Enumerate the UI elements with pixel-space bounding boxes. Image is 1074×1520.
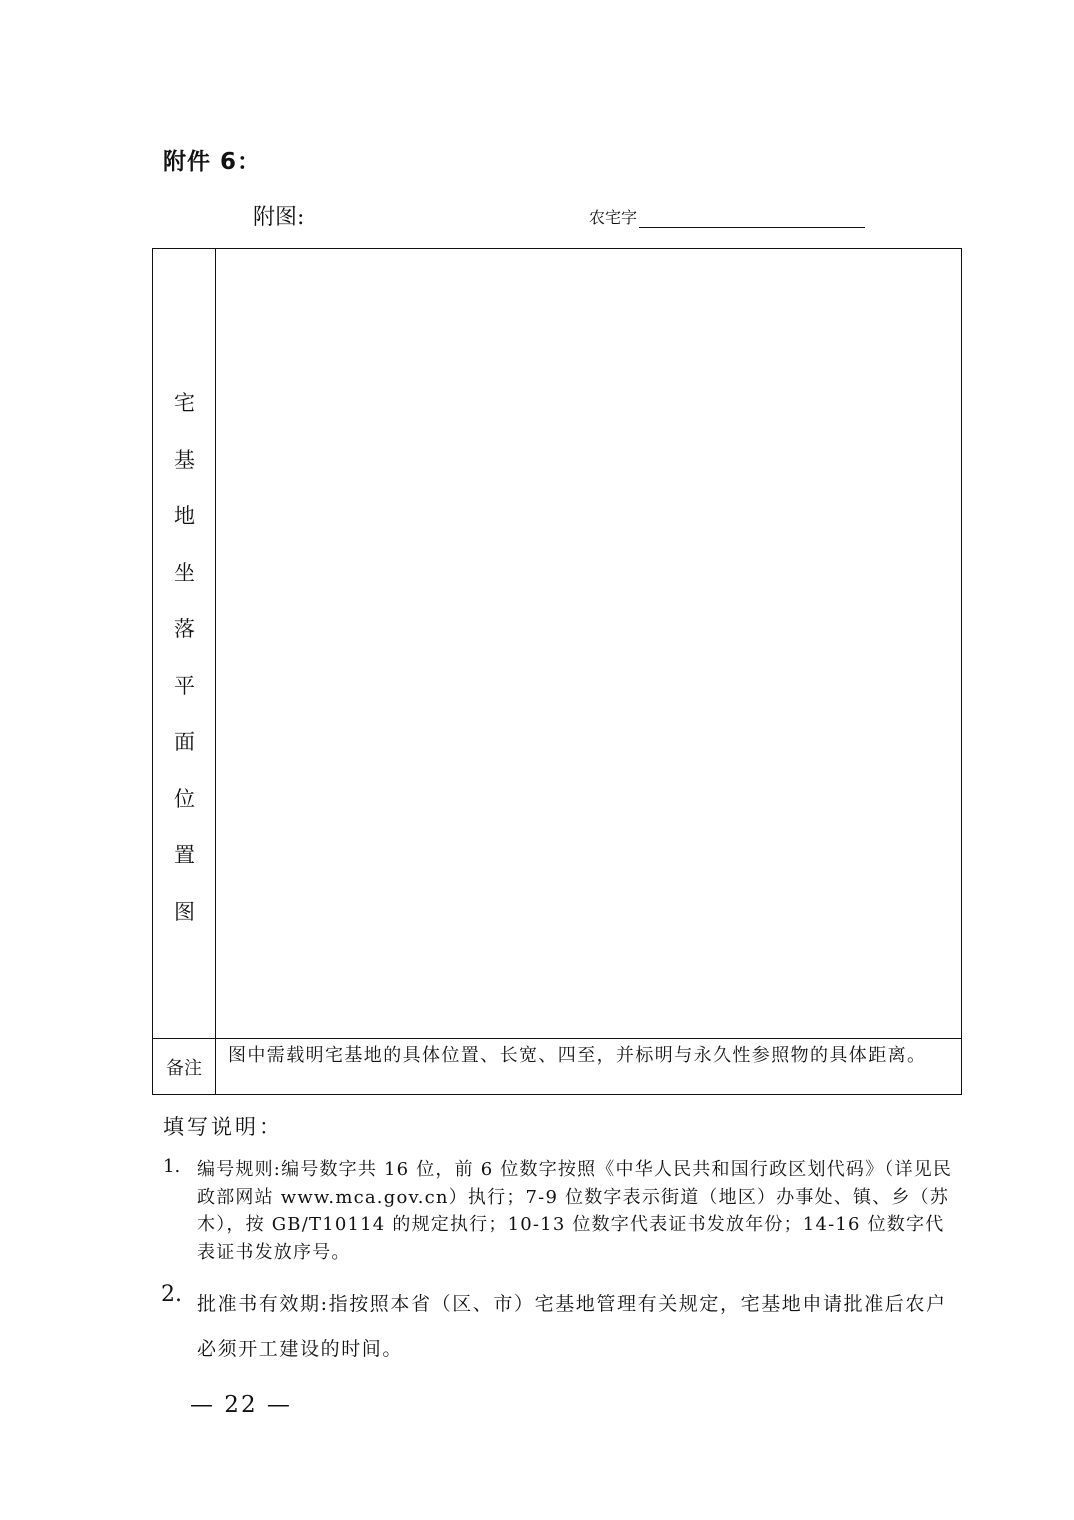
doc-number-blank[interactable] [639, 209, 865, 228]
vertical-title-char: 置 [174, 843, 195, 867]
notes-row [153, 1038, 961, 1094]
site-plan-table [152, 248, 962, 1095]
instruction-number: 1. [163, 1156, 181, 1177]
notes-label: 备注 [153, 1039, 216, 1094]
instructions-heading: 填写说明： [163, 1115, 283, 1139]
instruction-text: 批准书有效期:指按照本省（区、市）宅基地管理有关规定，宅基地申请批准后农户必须开工建设的时间。 [197, 1293, 947, 1360]
attachment-title: 附件 6： [163, 149, 262, 175]
vertical-title-char: 落 [174, 617, 195, 641]
vertical-title-char: 图 [174, 899, 195, 924]
site-plan-vertical-title [153, 375, 216, 940]
vertical-title-char: 地 [174, 504, 195, 528]
site-plan-title-column [153, 249, 216, 1038]
page-number: — 22 — [190, 1392, 292, 1418]
figure-label: 附图: [253, 205, 305, 230]
instruction-text: 编号规则:编号数字共 16 位，前 6 位数字按照《中华人民共和国行政区划代码》（详见民政部网站 www.mca.gov.cn）执行；7-9 位数字表示街道（地区）办事处、镇、乡（苏木），按 GB/T10114 的规定执行；10-13 位数字代表证书发放年份；14-16 位数字代表证书发放序号。 [197, 1159, 953, 1263]
vertical-title-char: 坐 [174, 560, 195, 585]
vertical-title-char: 平 [174, 673, 195, 698]
vertical-title-char: 面 [174, 730, 195, 754]
notes-text: 图中需载明宅基地的具体位置、长宽、四至，并标明与永久性参照物的具体距离。 [228, 1045, 927, 1066]
doc-number-field [589, 205, 865, 228]
vertical-title-char: 位 [174, 786, 195, 811]
vertical-title-char: 宅 [174, 391, 195, 415]
instruction-number: 2. [161, 1282, 182, 1307]
vertical-title-char: 基 [174, 447, 195, 472]
site-plan-drawing-area[interactable] [216, 249, 961, 1038]
doc-number-label: 农宅字 [589, 208, 638, 227]
